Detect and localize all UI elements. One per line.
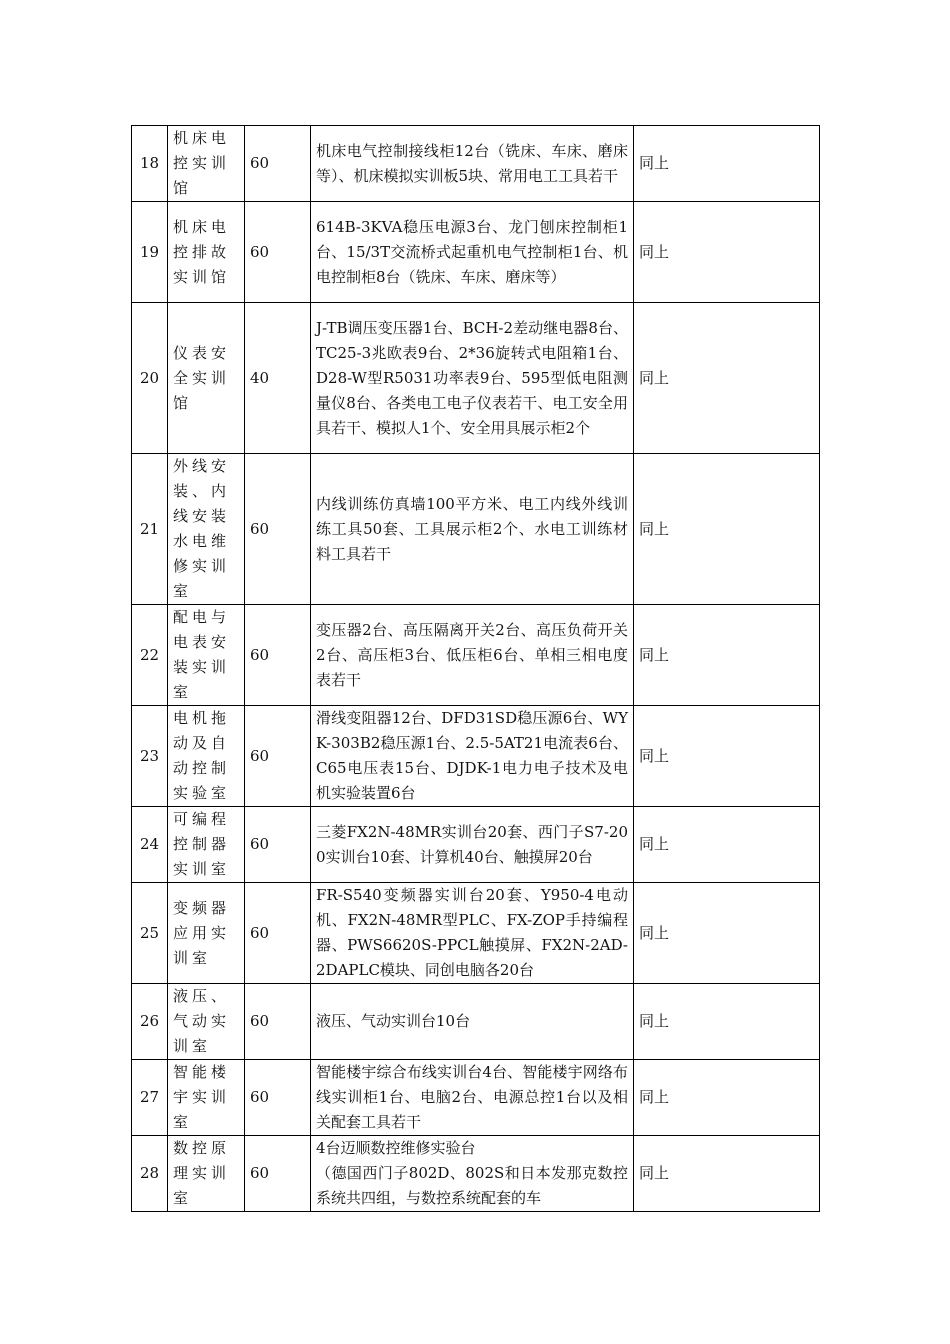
- remark: 同上: [634, 303, 820, 454]
- capacity: 60: [245, 454, 311, 605]
- capacity: 60: [245, 984, 311, 1060]
- row-number: 21: [132, 454, 168, 605]
- room-name: 数控原理实训室: [168, 1136, 245, 1212]
- row-number: 20: [132, 303, 168, 454]
- capacity: 60: [245, 126, 311, 202]
- table-row: [132, 303, 820, 454]
- equipment-list: 滑线变阻器12台、DFD31SD稳压源6台、WYK-303B2稳压源1台、2.5-5AT21电流表6台、C65电压表15台、DJDK-1电力电子技术及电机实验装置6台: [311, 706, 634, 807]
- capacity: 60: [245, 605, 311, 706]
- equipment-line: （德国西门子802D、802S和日本发那克数控系统共四组，与数控系统配套的车: [316, 1164, 628, 1207]
- row-number: 19: [132, 202, 168, 303]
- room-name: 可编程控制器实训室: [168, 807, 245, 883]
- row-number: 25: [132, 883, 168, 984]
- table-row: [132, 605, 820, 706]
- capacity: 40: [245, 303, 311, 454]
- remark: 同上: [634, 807, 820, 883]
- remark: 同上: [634, 454, 820, 605]
- row-number: 23: [132, 706, 168, 807]
- equipment-list: 变压器2台、高压隔离开关2台、高压负荷开关2台、高压柜3台、低压柜6台、单相三相电度表若干: [311, 605, 634, 706]
- room-name: 外线安装、内线安装水电维修实训室: [168, 454, 245, 605]
- room-name: 仪表安全实训馆: [168, 303, 245, 454]
- capacity: 60: [245, 202, 311, 303]
- room-name: 变频器应用实训室: [168, 883, 245, 984]
- equipment-list: 三菱FX2N-48MR实训台20套、西门子S7-200实训台10套、计算机40台、触摸屏20台: [311, 807, 634, 883]
- training-facility-table: [131, 125, 820, 1212]
- remark: 同上: [634, 202, 820, 303]
- equipment-list: 内线训练仿真墙100平方米、电工内线外线训练工具50套、工具展示柜2个、水电工训练材料工具若干: [311, 454, 634, 605]
- equipment-list: 614B-3KVA稳压电源3台、龙门刨床控制柜1台、15/3T交流桥式起重机电气控制柜1台、机电控制柜8台（铣床、车床、磨床等）: [311, 202, 634, 303]
- remark: 同上: [634, 706, 820, 807]
- capacity: 60: [245, 807, 311, 883]
- table-row: [132, 454, 820, 605]
- table-row: [132, 202, 820, 303]
- capacity: 60: [245, 1060, 311, 1136]
- equipment-line: 4台迈顺数控维修实验台: [316, 1139, 476, 1157]
- table-row: [132, 883, 820, 984]
- room-name: 配电与电表安装实训室: [168, 605, 245, 706]
- table-row: [132, 1136, 820, 1212]
- row-number: 18: [132, 126, 168, 202]
- remark: 同上: [634, 126, 820, 202]
- capacity: 60: [245, 883, 311, 984]
- equipment-list: J-TB调压变压器1台、BCH-2差动继电器8台、TC25-3兆欧表9台、2*36旋转式电阻箱1台、D28-W型R5031功率表9台、595型低电阻测量仪8台、各类电工电子仪表若干、电工安全用具若干、模拟人1个、安全用具展示柜2个: [311, 303, 634, 454]
- row-number: 27: [132, 1060, 168, 1136]
- remark: 同上: [634, 1060, 820, 1136]
- room-name: 机床电控排故实训馆: [168, 202, 245, 303]
- room-name: 智能楼宇实训室: [168, 1060, 245, 1136]
- remark: 同上: [634, 984, 820, 1060]
- table-row: [132, 1060, 820, 1136]
- table-row: [132, 807, 820, 883]
- remark: 同上: [634, 605, 820, 706]
- equipment-list: 机床电气控制接线柜12台（铣床、车床、磨床等）、机床模拟实训板5块、常用电工工具若干: [311, 126, 634, 202]
- equipment-list: 智能楼宇综合布线实训台4台、智能楼宇网络布线实训柜1台、电脑2台、电源总控1台以及相关配套工具若干: [311, 1060, 634, 1136]
- remark: 同上: [634, 883, 820, 984]
- equipment-list: [311, 1136, 634, 1212]
- table-row: [132, 126, 820, 202]
- room-name: 电机拖动及自动控制实验室: [168, 706, 245, 807]
- table-row: [132, 706, 820, 807]
- table-row: [132, 984, 820, 1060]
- row-number: 28: [132, 1136, 168, 1212]
- equipment-list: 液压、气动实训台10台: [311, 984, 634, 1060]
- row-number: 24: [132, 807, 168, 883]
- remark: 同上: [634, 1136, 820, 1212]
- room-name: 液压、气动实训室: [168, 984, 245, 1060]
- room-name: 机床电控实训馆: [168, 126, 245, 202]
- capacity: 60: [245, 706, 311, 807]
- row-number: 22: [132, 605, 168, 706]
- equipment-list: FR-S540变频器实训台20套、Y950-4电动机、FX2N-48MR型PLC、FX-ZOP手持编程器、PWS6620S-PPCL触摸屏、FX2N-2AD-2DAPLC模块、同创电脑各20台: [311, 883, 634, 984]
- capacity: 60: [245, 1136, 311, 1212]
- row-number: 26: [132, 984, 168, 1060]
